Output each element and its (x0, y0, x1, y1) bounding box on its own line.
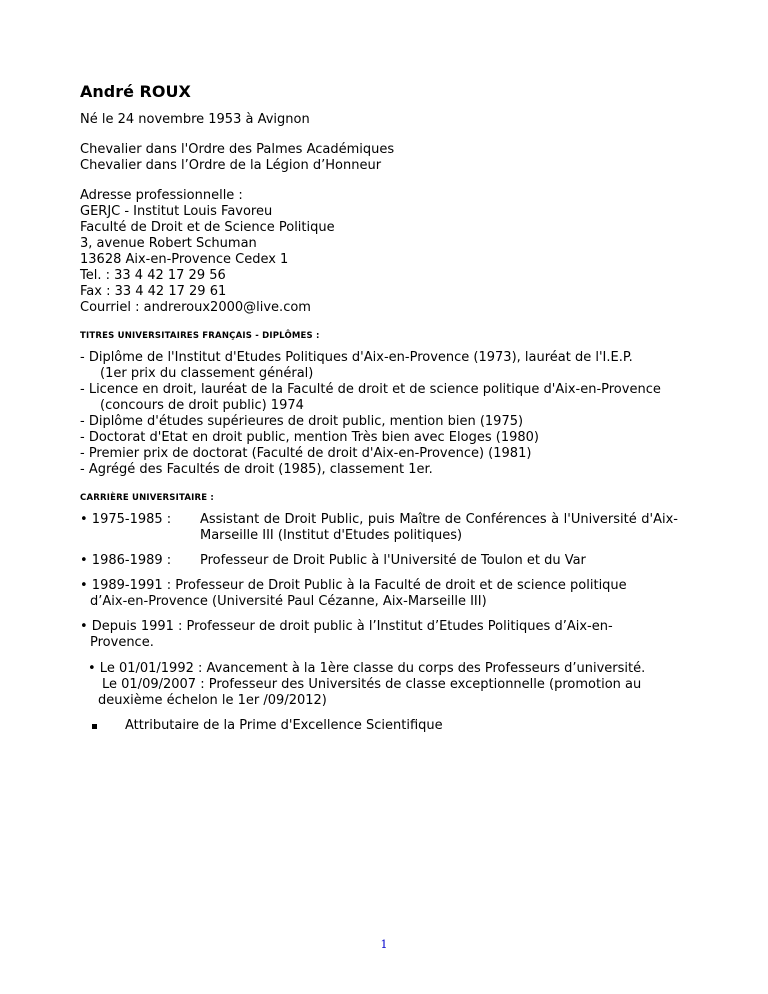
career-item (80, 619, 678, 651)
address-label: Adresse professionnelle : (80, 188, 243, 203)
diplomes-list (80, 350, 678, 478)
diploma-item (80, 350, 678, 382)
page-number: 1 (380, 938, 388, 951)
square-bullet-icon (92, 724, 97, 729)
diploma-item (80, 382, 678, 414)
diploma-item (80, 446, 678, 462)
diploma-item (80, 462, 678, 478)
fax-line: Fax : 33 4 42 17 29 61 (80, 284, 227, 299)
career-text: • 1989-1991 : Professeur de Droit Public à la Faculté de droit et de science politique (80, 578, 627, 593)
career-text: • Depuis 1991 : Professeur de droit public à l’Institut d’Etudes Politiques d’Aix-en- (80, 619, 613, 634)
email-line: Courriel : andreroux2000@live.com (80, 300, 311, 315)
cv-document (80, 82, 678, 734)
promotion-text-cont: deuxième échelon le 1er /09/2012) (98, 693, 327, 708)
prime-text: Attributaire de la Prime d'Excellence Scientifique (125, 718, 443, 733)
diploma-text: - Agrégé des Facultés de droit (1985), classement 1er. (80, 462, 433, 477)
career-item (80, 553, 678, 569)
diploma-item (80, 430, 678, 446)
address-block (80, 188, 678, 316)
birth-info (80, 112, 678, 128)
promotion-text-2007: Le 01/09/2007 : Professeur des Universités de classe exceptionnelle (promotion au (102, 677, 642, 692)
diploma-text: - Diplôme de l'Institut d'Etudes Politiques d'Aix-en-Provence (1973), lauréat de l'I.E.P. (80, 350, 633, 365)
career-period: • 1975-1985 : (80, 512, 172, 527)
career-desc: Assistant de Droit Public, puis Maître de Conférences à l'Université d'Aix-Marseille III (Institut d'Etudes politiques) (200, 512, 678, 543)
address-line: GERJC - Institut Louis Favoreu (80, 204, 273, 219)
address-line: Faculté de Droit et de Science Politique (80, 220, 335, 235)
diplomes-heading: TITRES UNIVERSITAIRES FRANÇAIS - DIPLÔMES : (80, 331, 320, 341)
prime-item (92, 718, 678, 734)
career-text-cont: Provence. (90, 635, 154, 650)
diploma-item (80, 414, 678, 430)
person-name: André ROUX (80, 82, 191, 101)
diploma-text: - Premier prix de doctorat (Faculté de droit d'Aix-en-Provence) (1981) (80, 446, 532, 461)
career-desc: Professeur de Droit Public à l'Université de Toulon et du Var (200, 553, 586, 568)
carriere-heading: CARRIÈRE UNIVERSITAIRE : (80, 493, 214, 503)
diploma-text-cont: (1er prix du classement général) (100, 366, 314, 381)
phone-line: Tel. : 33 4 42 17 29 56 (80, 268, 226, 283)
diploma-text: - Doctorat d'Etat en droit public, mention Très bien avec Eloges (1980) (80, 430, 539, 445)
honor-item: Chevalier dans l'Ordre des Palmes Académiques (80, 142, 395, 157)
diploma-text: - Diplôme d'études supérieures de droit public, mention bien (1975) (80, 414, 524, 429)
address-line: 3, avenue Robert Schuman (80, 236, 257, 251)
honors-list (80, 142, 678, 174)
birth-line: Né le 24 novembre 1953 à Avignon (80, 112, 310, 127)
promotion-text: • Le 01/01/1992 : Avancement à la 1ère classe du corps des Professeurs d’université. (88, 661, 646, 676)
diploma-text: - Licence en droit, lauréat de la Faculté de droit et de science politique d'Aix-en-Provence (80, 382, 661, 397)
career-item (80, 512, 678, 544)
diploma-text-cont: (concours de droit public) 1974 (100, 398, 304, 413)
career-text-cont: d’Aix-en-Provence (Université Paul Cézanne, Aix-Marseille III) (90, 594, 487, 609)
career-period: • 1986-1989 : (80, 553, 172, 568)
carriere-list (80, 512, 678, 734)
honor-item: Chevalier dans l’Ordre de la Légion d’Honneur (80, 158, 382, 173)
career-item (80, 578, 678, 610)
address-line: 13628 Aix-en-Provence Cedex 1 (80, 252, 289, 267)
promotion-item (88, 661, 678, 709)
